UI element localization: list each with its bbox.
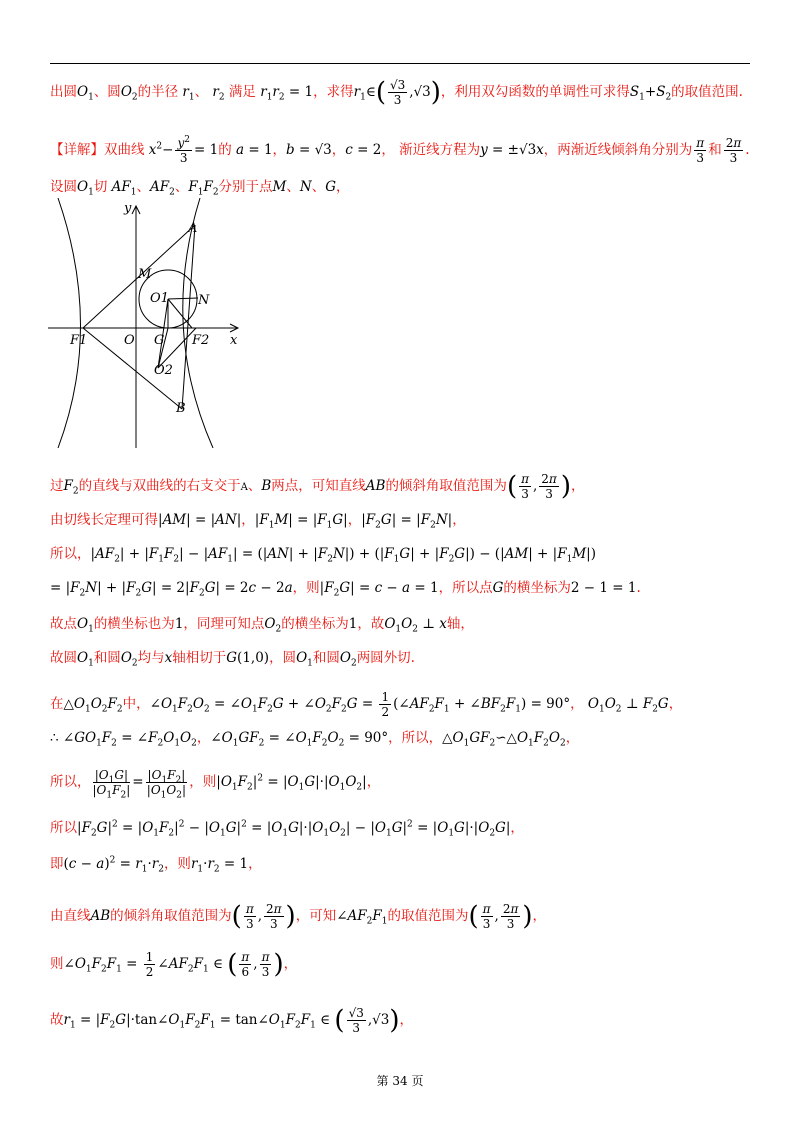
text-frag: 渐近线方程为 xyxy=(399,142,481,158)
label-b: B xyxy=(176,401,186,416)
top-rule xyxy=(50,63,750,64)
text-frag: 中， xyxy=(122,696,150,712)
text-frag: 、 xyxy=(194,84,209,100)
text-frag: 的取值范围为 xyxy=(387,908,469,924)
text-frag: 的半径 xyxy=(137,84,179,100)
label-g: G xyxy=(154,333,165,348)
label-o1: O1 xyxy=(150,291,169,306)
text-frag: 故点 xyxy=(50,616,77,632)
text-line-13: 所以$|F_2G|^2 = |O_1F_2|^2 - |O_1G|^2 = |O_1G|\cdot|O_1O_2| - |O_1G|^2 = |O_1G|\cdot|O_2G|$， xyxy=(50,819,524,839)
text-frag: 的横坐标为 xyxy=(281,616,349,632)
text-frag: 两圆外切. xyxy=(356,650,415,666)
text-frag: ，所以， xyxy=(388,730,443,746)
text-frag: 两点，可知直线 xyxy=(271,478,366,494)
text-line-2: 【详解】双曲线 $x^2-$ $\frac{y^2}{3}$ = 1的 a = 1，b = √3，c = 2， 渐近线方程为y = ±√3x，两渐近线倾斜角分别为 $\frac{\pi}{3}$ 和 $\frac{2\pi}{3}$ . xyxy=(50,135,750,165)
text-line-12: 所以， $\frac{|O_1G|}{|O_1F_2|}$ = $\frac{|O_1F_2|}{|O_1O_2|}$ ，则$|O_1F_2|^2 = |O_1G|\cdot|O_1O_2|$， xyxy=(50,768,381,801)
text-frag: 的横坐标也为 xyxy=(93,616,175,632)
text-frag: ，所以点 xyxy=(438,580,493,596)
page-footer: 第 34 页 xyxy=(376,1074,424,1088)
text-line-11: ∴ $\angle GO_1F_2$ = $\angle F_2O_1O_2$，$\angle O_1GF_2$ = $\angle O_1F_2O_2 = 90^\circ$，所以，$\triangle O_1GF_2∽\triangle O_1F_2O_2$， xyxy=(50,730,580,749)
text-frag: 双曲线 xyxy=(104,142,145,158)
label-o2: O2 xyxy=(154,363,173,378)
label-y: y xyxy=(124,201,132,216)
text-frag: 由直线 xyxy=(50,908,91,924)
label-f2: F2 xyxy=(192,333,210,348)
text-frag: ，则 xyxy=(189,774,217,790)
text-line-8: 故点$O_1$的横坐标也为1，同理可知点$O_2$的横坐标为1，故$O_1O_2$ ⊥ x轴， xyxy=(50,616,474,635)
label-x: x xyxy=(230,333,238,348)
text-line-17: 故$r_1$ = $|F_2G|\cdot\tan\angle O_1F_2F_1$ = $\tan\angle O_1F_2F_1$ ∈ ( $\frac{√3}{3}$ ,√3)， xyxy=(50,1005,413,1036)
text-line-7: = $|F_2N| + |F_2G| = 2|F_2G| = 2c - 2a$，则$|F_2G| = c - a = 1$，所以点G的横坐标为2 − 1 = 1. xyxy=(50,580,641,599)
text-frag: 的横坐标为 xyxy=(503,580,571,596)
text-line-9: 故圆$O_1$和圆$O_2$均与x轴相切于G(1,0)，圆$O_1$和圆$O_2$两圆外切. xyxy=(50,650,415,669)
text-frag: 和 xyxy=(708,142,722,158)
text-frag: 设圆 xyxy=(50,179,77,195)
text-frag: 出圆 xyxy=(50,84,77,100)
text-frag: 由切线长定理可得 xyxy=(50,512,158,528)
text-frag: 切 xyxy=(93,179,108,195)
text-line-15: 由直线AB的倾斜角取值范围为( $\frac{\pi}{3}$ , $\frac{2\pi}{3}$ )，可知$\angle AF_2F_1$的取值范围为( $\frac{\pi}{3}$ , $\frac{2\pi}{3}$ )， xyxy=(50,901,547,932)
text-frag: 、圆 xyxy=(93,84,121,100)
text-frag: 的 xyxy=(218,142,232,158)
text-frag: ，求得 xyxy=(313,84,354,100)
text-frag: ，可知 xyxy=(295,908,337,924)
text-frag: ，则 xyxy=(292,580,320,596)
text-frag: 两渐近线倾斜角分别为 xyxy=(557,142,693,158)
text-frag: 均与 xyxy=(137,650,165,666)
text-frag: 和圆 xyxy=(93,650,121,666)
text-line-10: 在$\triangle O_1O_2F_2$中，$\angle O_1F_2O_2$ = $\angle O_1F_2G$ + $\angle O_2F_2G$ = $\frac{1}{2}$ ($\angle AF_2F_1$ + $\angle BF_2F_1) = 90^\circ$， $O_1O_2$ ⊥ $F_2G$， xyxy=(50,690,683,719)
text-line-16: 则$\angle O_1F_2F_1$ = $\frac{1}{2}$ $\angle AF_2F_1$ ∈ ( $\frac{\pi}{6}$ , $\frac{\pi}{3}$ )， xyxy=(50,949,298,980)
detail-tag: 【详解】 xyxy=(50,142,104,158)
text-frag: 故圆 xyxy=(50,650,77,666)
text-frag: ，圆 xyxy=(269,650,297,666)
text-frag: 的倾斜角取值范围为 xyxy=(385,478,507,494)
text-frag: 故 xyxy=(50,1012,64,1028)
text-line-3: 设圆$O_1$切 $AF_1$、$AF_2$、$F_1F_2$分别于点M、N、G， xyxy=(50,179,350,198)
text-frag: 即 xyxy=(50,856,64,872)
label-n: N xyxy=(198,293,210,308)
text-frag: 满足 xyxy=(228,84,256,100)
text-frag: ，同理可知点 xyxy=(183,616,265,632)
text-frag: 过 xyxy=(50,478,64,494)
text-frag: 分别于点 xyxy=(218,179,273,195)
text-frag: 的取值范围. xyxy=(671,84,743,100)
text-frag: ，利用双勾函数的单调性可求得 xyxy=(440,84,630,100)
label-a: A xyxy=(188,221,198,236)
text-frag: 所以， xyxy=(50,774,91,790)
text-line-5: 由切线长定理可得|AM| = |AN|，$|F_1M| = |F_1G|$，$|F_2G| = |F_2N|$， xyxy=(50,512,466,531)
text-line-14: 即$(c - a)^2 = r_1\cdot r_2$，则$r_1\cdot r_2 = 1$， xyxy=(50,855,262,875)
text-frag: 和圆 xyxy=(312,650,340,666)
text-frag: ，则 xyxy=(163,856,191,872)
text-frag: 则 xyxy=(50,956,64,972)
text-frag: 在 xyxy=(50,696,64,712)
text-line-1: 出圆$O_1$、圆$O_2$的半径 $r_1$、 $r_2$ 满足 $r_1r_2 = 1$，求得$r_1\in$( $\frac{√3}{3}$ ,√3)，利用双勾函数的单调性可求得$S_1+S_2$的取值范围. xyxy=(50,77,743,108)
text-frag: 的直线与双曲线的右支交于 xyxy=(78,478,241,494)
label-o: O xyxy=(124,333,135,348)
text-line-6: 所以，$|AF_2| + |F_1F_2| - |AF_1| = (|AN| + |F_2N|) + (|F_1G| + |F_2G|) - (|AM| + |F_1M|)$ xyxy=(50,546,596,565)
label-f1: F1 xyxy=(70,333,88,348)
text-frag: 所以 xyxy=(50,820,77,836)
label-m: M xyxy=(138,267,152,282)
text-frag: 所以， xyxy=(50,546,91,562)
text-frag: 的倾斜角取值范围为 xyxy=(110,908,232,924)
text-line-4: 过$F_2$的直线与双曲线的右支交于A、B两点，可知直线AB的倾斜角取值范围为( $\frac{\pi}{3}$ , $\frac{2\pi}{3}$ )， xyxy=(50,471,585,502)
text-frag: 轴相切于 xyxy=(172,650,227,666)
text-frag: ，故 xyxy=(357,616,385,632)
text-frag: 轴， xyxy=(446,616,474,632)
hyperbola-figure xyxy=(48,198,248,448)
